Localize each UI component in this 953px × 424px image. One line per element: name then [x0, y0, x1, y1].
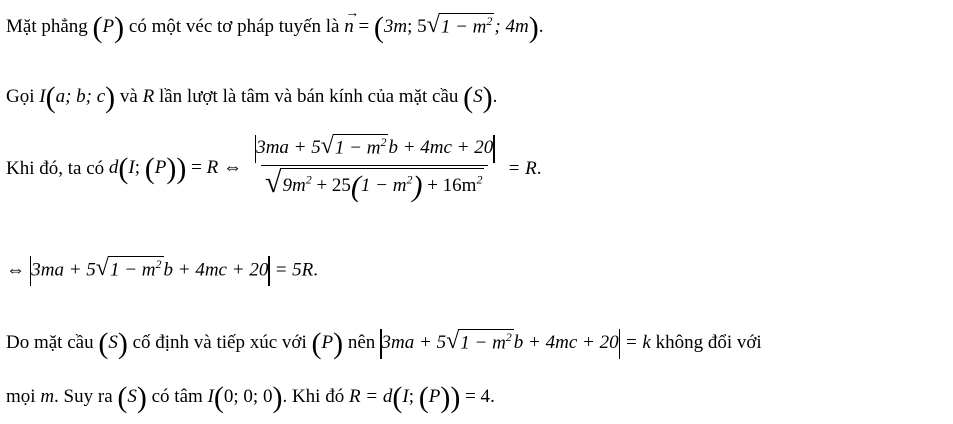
paren: ( [92, 11, 103, 44]
line-tangent: Do mặt cầu (S) cố định và tiếp xúc với (P) nên 3ma + 5 √ $1 - m^2$ b + 4mc + 20 = k không đổi với [6, 327, 762, 360]
text: mọi [6, 386, 41, 407]
denominator: √ $9m^2 + 25(1 - m^2) + 16m^2$ [261, 165, 488, 205]
expr: 3m [383, 16, 408, 37]
paren: ) [114, 11, 125, 44]
text: và [115, 86, 143, 107]
text: Mặt phẳng [6, 16, 93, 37]
fraction [251, 134, 499, 205]
expr: ; 5 [407, 16, 427, 37]
text: Gọi [6, 86, 40, 107]
text: có tâm [146, 386, 208, 407]
text: nên [343, 332, 381, 353]
line-abs-eq: ⇔ 3ma + 5 √ $1 - m^2$ b + 4mc + 20 = 5R. [6, 256, 318, 286]
line-normal-vector: Mặt phẳng (P) có một véc tơ pháp tuyến là → n = (3m; 5 √ $1 - m^2$ ; 4m). [6, 6, 544, 44]
rhs: = k [624, 332, 651, 353]
expr: ; 4m [494, 16, 529, 37]
text: có một véc tơ pháp tuyến là [124, 16, 345, 37]
text: cố định và tiếp xúc với [127, 332, 312, 353]
text: lần lượt là tâm và bán kính của mặt cầu [154, 86, 464, 107]
numerator: 3ma + 5 √ $1 - m^2$ b + 4mc + 20 [251, 134, 499, 165]
point-I: I [39, 86, 46, 107]
coords: a; b; c [55, 86, 106, 107]
line-distance-eq: Khi đó, ta có d(I; (P)) = R ⇔ 3ma + 5 √ $1 - m^2$ b + 4mc + 20 √ $9m^2 + 25(1 - m^2) + 16m^2$ = R. [6, 133, 542, 203]
rhs: = 5R [274, 259, 314, 281]
line-conclusion: mọi m. Suy ra (S) có tâm I(0; 0; 0). Khi đó R = d(I; (P)) = 4. [6, 381, 495, 414]
text: Do mặt cầu [6, 332, 99, 353]
radius: R [142, 86, 155, 107]
text: . Suy ra [54, 386, 118, 407]
vector-n: → n [344, 6, 360, 37]
text: Khi đó, ta có [6, 157, 109, 179]
iff-symbol: ⇔ [6, 259, 25, 281]
d: d [108, 157, 119, 179]
sqrt: √ $1 - m^2$ [426, 12, 493, 38]
rhs: = R [507, 157, 537, 179]
text: không đổi với [650, 332, 762, 353]
text: . Khi đó [282, 386, 349, 407]
line-sphere-def: Gọi I(a; b; c) và R lần lượt là tâm và bán kính của mặt cầu (S). [6, 81, 498, 114]
sphere: S [473, 86, 483, 107]
